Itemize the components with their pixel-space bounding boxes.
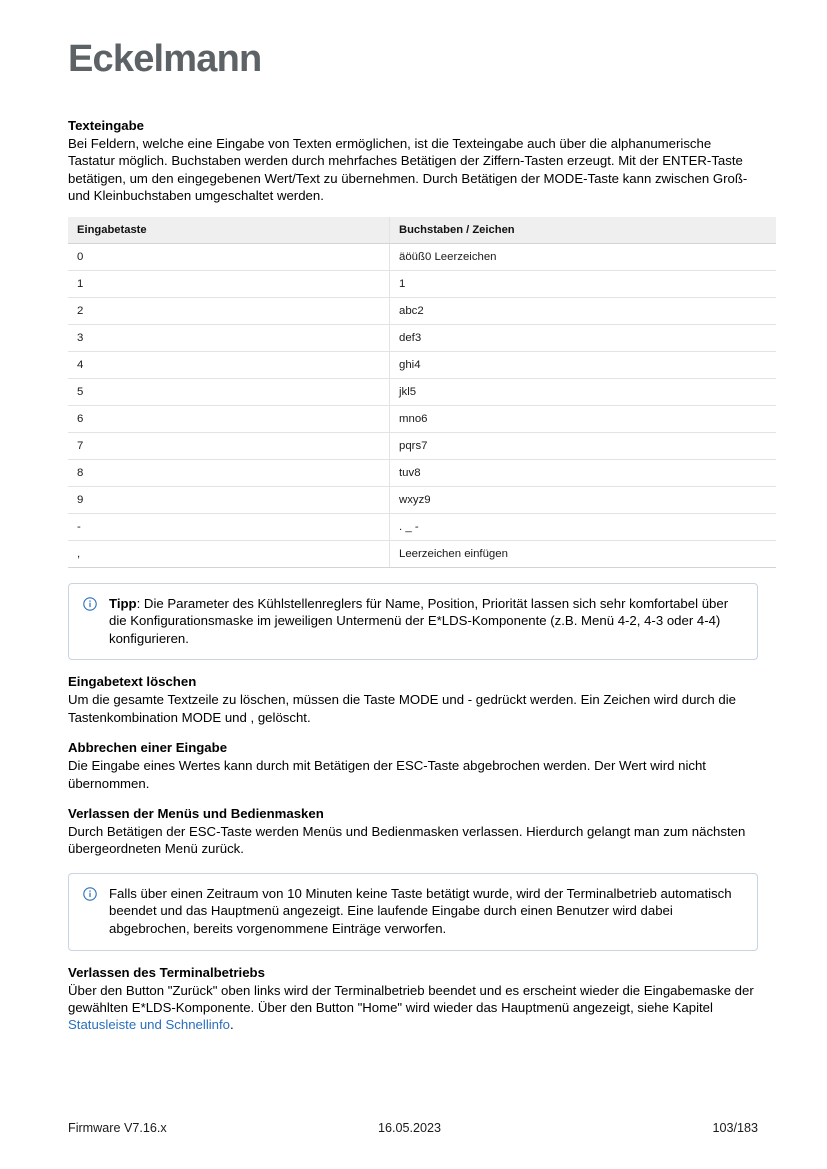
table-row <box>68 297 776 324</box>
table-header-eingabetaste: Eingabetaste <box>68 217 390 244</box>
page-content <box>68 118 758 1034</box>
table-cell-key: 8 <box>68 459 390 486</box>
spacer <box>68 726 758 740</box>
section-body-texteingabe: Bei Feldern, welche eine Eingabe von Texten ermöglichen, ist die Texteingabe auch über die alphanumerische Tastatur möglich. Buchstaben werden durch mehrfaches Betätigen der Ziffern-Tasten erzeugt. Mit der ENTER-Taste betätigen, um den eingegebenen Wert/Text zu übernehmen. Durch Betätigen der MODE-Taste kann zwischen Groß- und Kleinbuchstaben umgeschaltet werden. <box>68 136 748 204</box>
table-cell-key: , <box>68 540 390 567</box>
table-cell-chars: Leerzeichen einfügen <box>390 540 777 567</box>
table-cell-chars: äöüß0 Leerzeichen <box>390 243 777 270</box>
info-circle-icon <box>83 597 97 611</box>
footer-date: 16.05.2023 <box>378 1121 442 1135</box>
section-body-verlassen-menues: Durch Betätigen der ESC-Taste werden Menüs und Bedienmasken verlassen. Hierdurch gelangt man zum nächsten übergeordneten Menü zurück. <box>68 824 746 857</box>
input-key-table <box>68 217 776 568</box>
table-cell-chars: . _ - <box>390 513 777 540</box>
tip-body: Die Parameter des Kühlstellenreglers für Name, Position, Priorität lassen sich sehr komfortabel über die Konfigurationsmaske im jeweiligen Untermenü der E*LDS-Komponente (z.B. Menü 4-2, 4-3 oder 4-4) konfigurieren. <box>109 595 729 646</box>
table-row <box>68 351 776 378</box>
section-title-verlassen-menues: Verlassen der Menüs und Bedienmasken <box>68 806 324 822</box>
table-cell-chars: wxyz9 <box>390 486 777 513</box>
table-cell-chars: jkl5 <box>390 378 777 405</box>
table-cell-chars: abc2 <box>390 297 777 324</box>
table-cell-chars: ghi4 <box>390 351 777 378</box>
table-row <box>68 405 776 432</box>
section-title-texteingabe: Texteingabe <box>68 118 144 133</box>
table-row <box>68 486 776 513</box>
tip-label: Tipp <box>109 595 137 611</box>
spacer <box>68 951 758 965</box>
link-statusleiste-schnellinfo[interactable]: Statusleiste und Schnellinfo <box>68 1017 231 1033</box>
section-body-verlassen-terminal <box>68 982 758 1034</box>
table-cell-key: 9 <box>68 486 390 513</box>
section-title-verlassen-terminal: Verlassen des Terminalbetriebs <box>68 964 265 980</box>
terminal-body-part1: Über den Button "Zurück" oben links wird der Terminalbetrieb beendet und es erscheint wieder die Eingabemaske der gewählten E*LDS-Komponente. Über den Button "Home" wird wieder das Hauptmenü angezeigt, siehe Kapitel <box>68 982 754 1016</box>
section-body-eingabetext-loeschen: Um die gesamte Textzeile zu löschen, müssen die Taste MODE und - gedrückt werden. Ein Zeichen wird durch die Tastenkombination MODE und , gelöscht. <box>68 692 737 725</box>
footer-firmware: Firmware V7.16.x <box>68 1121 167 1135</box>
table-row <box>68 243 776 270</box>
table-cell-key: 7 <box>68 432 390 459</box>
table-cell-key: 0 <box>68 243 390 270</box>
table-row <box>68 540 776 567</box>
table-cell-key: - <box>68 513 390 540</box>
table-cell-chars: mno6 <box>390 405 777 432</box>
table-cell-key: 1 <box>68 270 390 297</box>
table-header-row <box>68 217 776 244</box>
tip-note-box <box>68 583 758 661</box>
table-row <box>68 432 776 459</box>
table-cell-key: 5 <box>68 378 390 405</box>
info-circle-icon <box>83 887 97 901</box>
terminal-body-part2: . <box>230 1017 234 1033</box>
table-cell-chars: pqrs7 <box>390 432 777 459</box>
footer-page-number: 103/183 <box>712 1121 758 1135</box>
table-row <box>68 324 776 351</box>
table-row <box>68 513 776 540</box>
table-row <box>68 378 776 405</box>
table-cell-chars: tuv8 <box>390 459 777 486</box>
eckelmann-logo: Eckelmann <box>68 38 262 80</box>
table-cell-key: 4 <box>68 351 390 378</box>
section-body-abbrechen: Die Eingabe eines Wertes kann durch mit Betätigen der ESC-Taste abgebrochen werden. Der Wert wird nicht übernommen. <box>68 758 706 791</box>
table-cell-chars: def3 <box>390 324 777 351</box>
tip-note-text <box>109 595 743 648</box>
section-title-abbrechen: Abbrechen einer Eingabe <box>68 740 228 756</box>
table-header-buchstaben: Buchstaben / Zeichen <box>390 217 777 244</box>
table-cell-chars: 1 <box>390 270 777 297</box>
spacer <box>68 792 758 806</box>
tip-label-suffix: : <box>136 595 144 611</box>
table-row <box>68 459 776 486</box>
table-row <box>68 270 776 297</box>
timeout-note-box <box>68 873 758 951</box>
spacer <box>68 660 758 674</box>
section-title-eingabetext-loeschen: Eingabetext löschen <box>68 674 197 690</box>
timeout-note-text: Falls über einen Zeitraum von 10 Minuten keine Taste betätigt wurde, wird der Terminalbetrieb automatisch beendet und das Hauptmenü angezeigt. Eine laufende Eingabe durch einen Benutzer wird dabei abgebrochen, bereits vorgenommene Einträge verworfen. <box>109 885 732 937</box>
table-cell-key: 6 <box>68 405 390 432</box>
table-cell-key: 2 <box>68 297 390 324</box>
table-cell-key: 3 <box>68 324 390 351</box>
